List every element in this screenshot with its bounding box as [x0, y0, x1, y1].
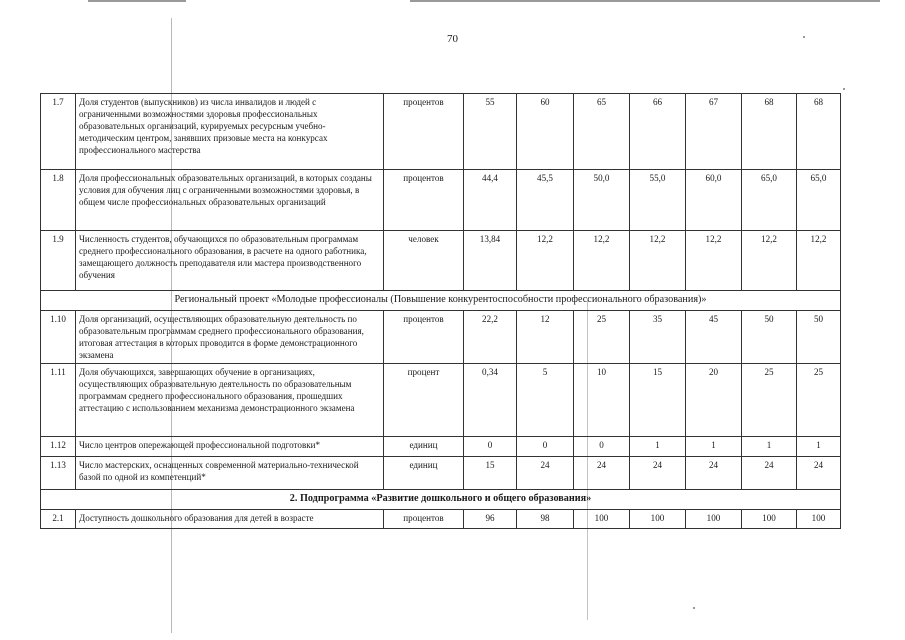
value-cell: 100: [574, 510, 630, 529]
scan-top-line-left: [88, 0, 186, 2]
value-cell: 12,2: [686, 231, 742, 291]
value-cell: 12,2: [742, 231, 797, 291]
value-cell: 12,2: [517, 231, 574, 291]
unit-cell: процентов: [384, 94, 464, 170]
value-cell: 60,0: [686, 170, 742, 231]
row-number: 1.9: [41, 231, 76, 291]
scan-speck: [693, 607, 695, 609]
indicator-name: Доля обучающихся, завершающих обучение в организациях, осуществляющих образовательную деятельность по образовательным программам среднего профессионального образования, прошедших аттестацию с использованием механизма демонстрационного экзамена: [76, 364, 384, 437]
indicator-name: Доля организаций, осуществляющих образовательную деятельность по образовательным программам среднего профессионального образования, итоговая аттестация в которых проводится в форме демонстрационного экзамена: [76, 311, 384, 364]
scan-top-line-right: [410, 0, 880, 2]
value-cell: 24: [686, 457, 742, 490]
value-cell: 65,0: [797, 170, 841, 231]
row-number: 1.7: [41, 94, 76, 170]
value-cell: 66: [630, 94, 686, 170]
value-cell: 55: [464, 94, 517, 170]
section-title: 2. Подпрограмма «Развитие дошкольного и общего образования»: [41, 490, 841, 510]
row-number: 1.13: [41, 457, 76, 490]
value-cell: 1: [686, 437, 742, 457]
table-row: [41, 170, 841, 231]
value-cell: 15: [464, 457, 517, 490]
value-cell: 25: [742, 364, 797, 437]
value-cell: 25: [797, 364, 841, 437]
value-cell: 0,34: [464, 364, 517, 437]
row-number: 1.12: [41, 437, 76, 457]
value-cell: 60: [517, 94, 574, 170]
value-cell: 68: [742, 94, 797, 170]
value-cell: 35: [630, 311, 686, 364]
section-title: Региональный проект «Молодые профессионалы (Повышение конкурентоспособности профессионального образования)»: [41, 291, 841, 311]
value-cell: 0: [574, 437, 630, 457]
value-cell: 12,2: [574, 231, 630, 291]
value-cell: 13,84: [464, 231, 517, 291]
value-cell: 1: [742, 437, 797, 457]
value-cell: 96: [464, 510, 517, 529]
value-cell: 24: [517, 457, 574, 490]
value-cell: 15: [630, 364, 686, 437]
value-cell: 12,2: [797, 231, 841, 291]
row-number: 1.11: [41, 364, 76, 437]
table-row: [41, 311, 841, 364]
value-cell: 100: [630, 510, 686, 529]
indicator-name: Численность студентов, обучающихся по образовательным программам среднего профессионального образования, в расчете на одного работника, замещающего должность преподавателя или мастера производственного обучения: [76, 231, 384, 291]
unit-cell: процент: [384, 364, 464, 437]
value-cell: 10: [574, 364, 630, 437]
table-row: [41, 364, 841, 437]
page-number: 70: [447, 33, 458, 45]
table-row: [41, 510, 841, 529]
row-number: 2.1: [41, 510, 76, 529]
row-number: 1.8: [41, 170, 76, 231]
value-cell: 24: [742, 457, 797, 490]
indicator-name: Число центров опережающей профессиональной подготовки*: [76, 437, 384, 457]
value-cell: 24: [797, 457, 841, 490]
indicator-name: Число мастерских, оснащенных современной материально-технической базой по одной из компетенций*: [76, 457, 384, 490]
value-cell: 100: [686, 510, 742, 529]
value-cell: 44,4: [464, 170, 517, 231]
indicator-name: Доступность дошкольного образования для детей в возрасте: [76, 510, 384, 529]
value-cell: 68: [797, 94, 841, 170]
value-cell: 12: [517, 311, 574, 364]
table-row: [41, 437, 841, 457]
value-cell: 0: [517, 437, 574, 457]
indicator-name: Доля студентов (выпускников) из числа инвалидов и людей с ограниченными возможностями здоровья профессиональных образовательных организаций, курируемых ресурсным учебно-методическим центром, занявших призовые места на конкурсах профессионального мастерства: [76, 94, 384, 170]
value-cell: 12,2: [630, 231, 686, 291]
value-cell: 22,2: [464, 311, 517, 364]
unit-cell: единиц: [384, 437, 464, 457]
value-cell: 24: [574, 457, 630, 490]
value-cell: 67: [686, 94, 742, 170]
value-cell: 24: [630, 457, 686, 490]
value-cell: 50: [742, 311, 797, 364]
unit-cell: процентов: [384, 510, 464, 529]
indicator-table: [40, 93, 841, 529]
value-cell: 45,5: [517, 170, 574, 231]
section-header-row: [41, 291, 841, 311]
value-cell: 100: [742, 510, 797, 529]
value-cell: 65,0: [742, 170, 797, 231]
unit-cell: человек: [384, 231, 464, 291]
value-cell: 55,0: [630, 170, 686, 231]
value-cell: 20: [686, 364, 742, 437]
section-header-row: [41, 490, 841, 510]
value-cell: 1: [797, 437, 841, 457]
value-cell: 50,0: [574, 170, 630, 231]
unit-cell: единиц: [384, 457, 464, 490]
unit-cell: процентов: [384, 311, 464, 364]
value-cell: 5: [517, 364, 574, 437]
table-row: [41, 457, 841, 490]
table-row: [41, 94, 841, 170]
value-cell: 25: [574, 311, 630, 364]
scan-speck: [843, 88, 845, 90]
value-cell: 98: [517, 510, 574, 529]
value-cell: 50: [797, 311, 841, 364]
row-number: 1.10: [41, 311, 76, 364]
value-cell: 65: [574, 94, 630, 170]
indicator-name: Доля профессиональных образовательных организаций, в которых созданы условия для обучения лиц с ограниченными возможностями здоровья, в общем числе профессиональных образовательных организаций: [76, 170, 384, 231]
table-row: [41, 231, 841, 291]
value-cell: 0: [464, 437, 517, 457]
value-cell: 100: [797, 510, 841, 529]
value-cell: 45: [686, 311, 742, 364]
unit-cell: процентов: [384, 170, 464, 231]
value-cell: 1: [630, 437, 686, 457]
